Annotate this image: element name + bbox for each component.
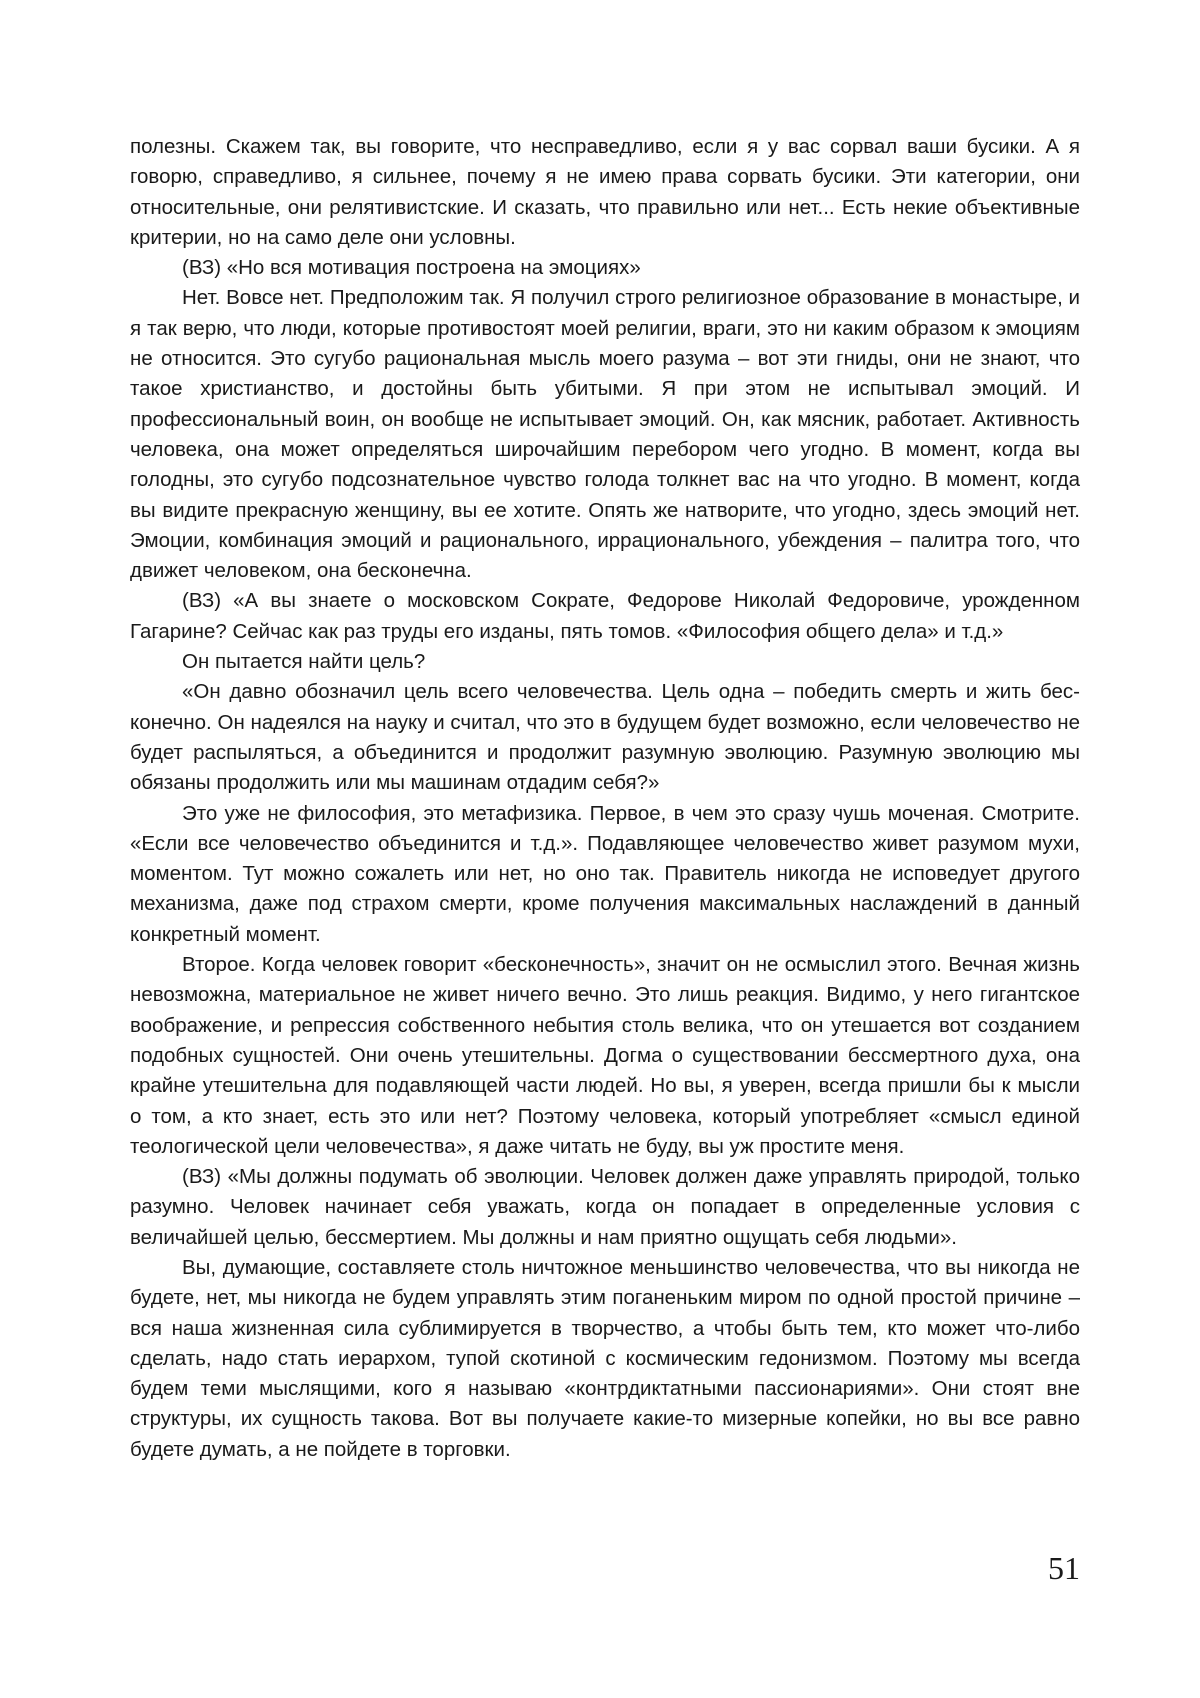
paragraph: Это уже не философия, это метафизика. Первое, в чем это сразу чушь моченая. Смотрите. «Если все человечество объединится и т.д.». Подавляющее человечество живет разумом мухи, моментом. Тут можно сожалеть или нет, но оно так. Правитель никогда не исповедует другого механизма, даже под страхом смерти, кроме получения максимальных наслаждений в данный конкретный момент. — [130, 801, 1080, 946]
paragraph: Он пытается найти цель? — [182, 650, 426, 674]
paragraph: (ВЗ) «А вы знаете о московском Сократе, Федорове Николай Федоровиче, урожденном Гагарине? Сейчас как раз труды его изданы, пять томов. «Философия общего дела» и т.д.» — [130, 589, 1080, 643]
paragraph: полезны. Скажем так, вы говорите, что несправедливо, если я у вас сорвал ваши бусики. А я говорю, справедливо, я сильнее, почему я не имею права сорвать бусики. Эти категории, они относительные, они релятивистские. И сказать, что правильно или нет... Есть некие объективные критерии, но на само деле они условны. — [130, 135, 1080, 249]
body-text — [130, 132, 1080, 1465]
paragraph: «Он давно обозначил цель всего человечества. Цель одна – победить смерть и жить бесконечно. Он надеялся на науку и считал, что это в будущем будет возможно, если человечество не будет распыляться, а объединится и продолжит разумную эволюцию. Разумную эволюцию мы обязаны продолжить или мы машинам отдадим себя?» — [130, 680, 1080, 795]
paragraph: Второе. Когда человек говорит «бесконечность», значит он не осмыслил этого. Вечная жизнь невозможна, материальное не живет ничего вечно. Это лишь реакция. Видимо, у него гигантское воображение, и репрессия собственного небытия столь велика, что он утешается вот созданием подобных сущностей. Они очень утешительны. Догма о существовании бессмертного духа, она крайне утешительна для подавляющей части людей. Но вы, я уверен, всегда пришли бы к мысли о том, а кто знает, есть это или нет? Поэтому человека, который употребляет «смысл единой теологической цели человечества», я даже читать не буду, вы уж простите меня. — [130, 953, 1080, 1158]
paragraph: Вы, думающие, составляете столь ничтожное меньшинство человечества, что вы никогда не будете, нет, мы никогда не будем управлять этим поганеньким миром по одной простой причине – вся наша жизненная сила сублимируется в творчество, а чтобы быть тем, кто может что-либо сделать, надо стать иерархом, тупой скотиной с космическим гедонизмом. Поэтому мы всегда будем теми мыслящими, кого я называю «контрдиктатными пассионариями». Они стоят вне структуры, их сущность такова. Вот вы получаете какие-то мизерные копейки, но вы все равно будете думать, а не пойдете в торговки. — [130, 1255, 1080, 1461]
paragraph: (ВЗ) «Мы должны подумать об эволюции. Человек должен даже управлять природой, только разумно. Человек начинает себя уважать, когда он попадает в определенные условия с величайшей целью, бессмертием. Мы должны и нам приятно ощущать себя людьми». — [130, 1165, 1080, 1249]
page-number: 51 — [1048, 1550, 1080, 1586]
paragraph: Нет. Вовсе нет. Предположим так. Я получил строго религиозное образование в монастыре, и я так верю, что люди, которые противостоят моей религии, враги, это ни каким образом к эмоциям не относится. Это сугубо рациональная мысль моего разума – вот эти гниды, они не знают, что такое христианство, и достойны быть убитыми. Я при этом не испытывал эмоций. И профессиональный воин, он вообще не испытывает эмоций. Он, как мясник, работает. Активность человека, она может определяться широчайшим перебором чего угодно. В момент, когда вы голодны, это сугубо подсознательное чувство голода толкнет вас на что угодно. В момент, когда вы видите прекрасную женщину, вы ее хотите. Опять же натворите, что угодно, здесь эмоций нет. Эмоции, комбинация эмоций и рационального, иррационального, убеждения – палитра того, что движет человеком, она бесконечна. — [130, 286, 1080, 583]
paragraph: (ВЗ) «Но вся мотивация построена на эмоциях» — [182, 256, 641, 280]
